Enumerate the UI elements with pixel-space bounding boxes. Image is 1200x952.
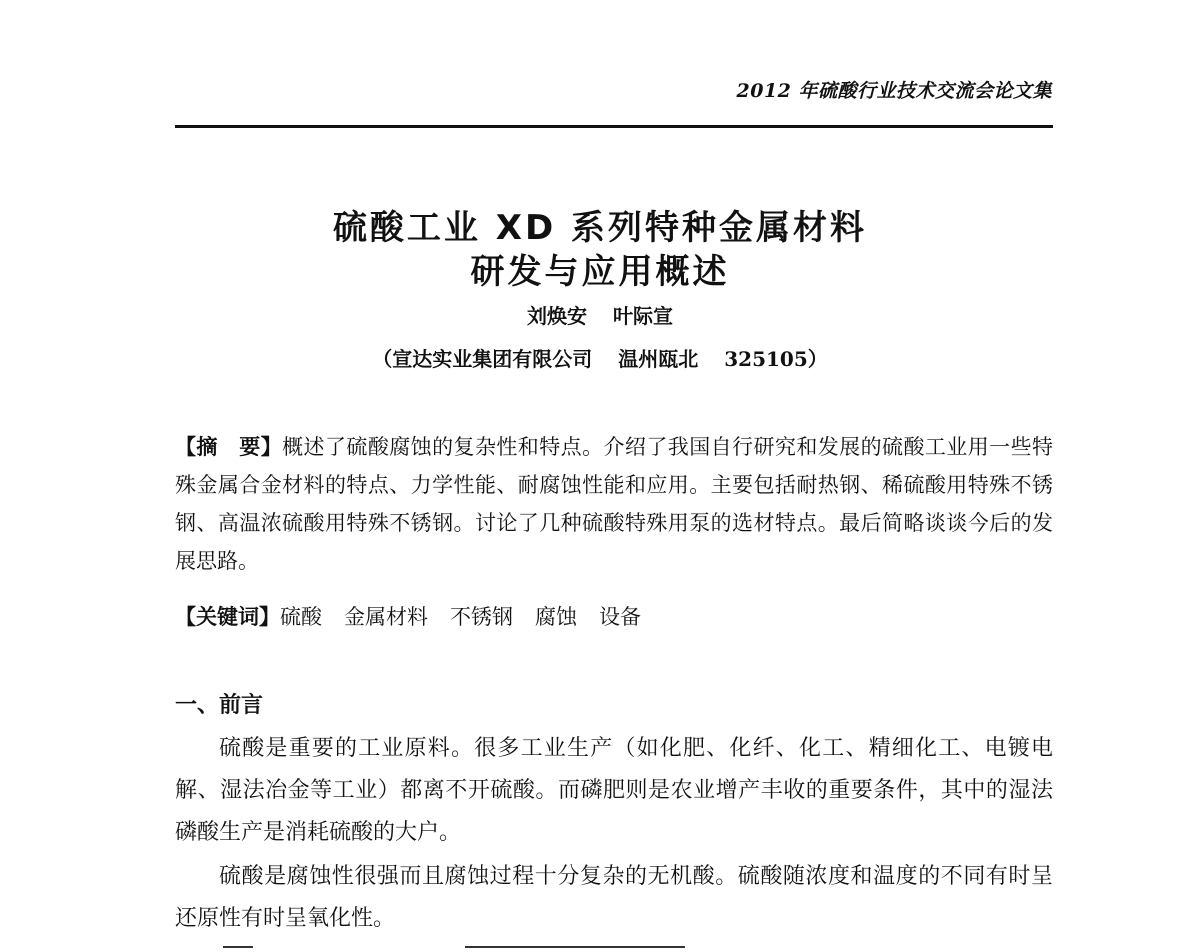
keyword: 硫酸 [280,605,322,629]
body-paragraph: 硫酸是腐蚀性很强而且腐蚀过程十分复杂的无机酸。硫酸随浓度和温度的不同有时呈还原性有时呈氧化性。 [175,864,1053,931]
keywords [175,598,1053,636]
affiliation-city: 温州瓯北 [618,347,699,371]
keyword: 腐蚀 [535,605,577,629]
author-name: 刘焕安 [527,304,587,328]
keyword: 不锈钢 [450,605,513,629]
header-rule [175,125,1053,128]
running-header: 2012 年硫酸行业技术交流会论文集 [736,80,1052,102]
article-title-line-1: 硫酸工业 XD 系列特种金属材料 [332,208,868,248]
glyph-fragment [465,946,685,948]
article-title-line-2: 研发与应用概述 [470,252,730,292]
section-heading: 一、前言 [175,692,264,718]
authors [0,300,1200,329]
affiliation-organization: （宣达实业集团有限公司 [372,347,593,371]
abstract [175,428,1053,580]
author-name: 叶际宣 [613,304,673,328]
abstract-text: 概述了硫酸腐蚀的复杂性和特点。介绍了我国自行研究和发展的硫酸工业用一些特殊金属合金材料的特点、力学性能、耐腐蚀性能和应用。主要包括耐热钢、稀硫酸用特殊不锈钢、高温浓硫酸用特殊不锈钢。讨论了几种硫酸特殊用泵的选材特点。最后简略谈谈今后的发展思路。 [175,435,1053,573]
affiliation [0,343,1200,372]
abstract-label: 【摘 要】 [175,434,283,459]
truncated-next-line [175,940,695,952]
keyword: 设备 [599,605,641,629]
affiliation-postcode: 325105） [724,347,828,371]
keyword: 金属材料 [344,605,428,629]
glyph-fragment [223,946,253,948]
body-paragraph: 硫酸是重要的工业原料。很多工业生产（如化肥、化纤、化工、精细化工、电镀电解、湿法冶金等工业）都离不开硫酸。而磷肥则是农业增产丰收的重要条件，其中的湿法磷酸生产是消耗硫酸的大户。 [175,736,1053,845]
keywords-label: 【关键词】 [175,604,280,629]
